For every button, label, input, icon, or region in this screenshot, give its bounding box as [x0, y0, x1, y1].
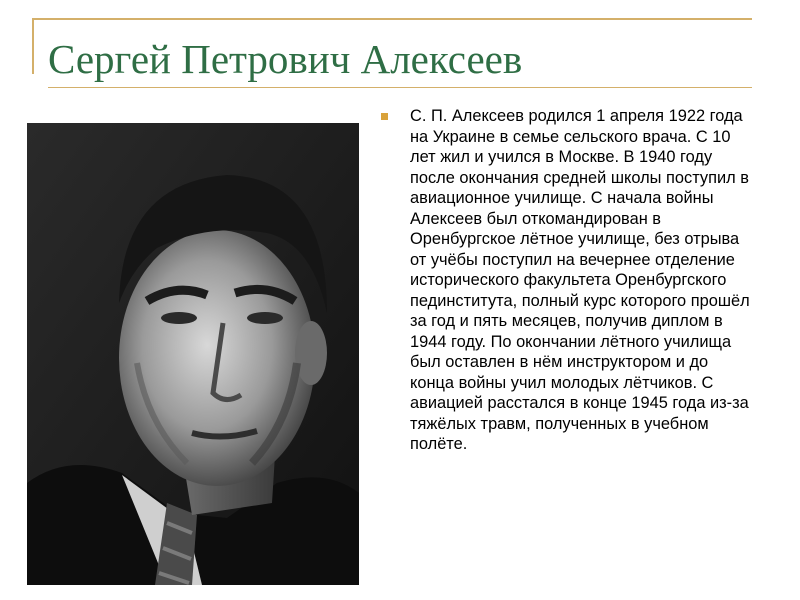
top-decorative-rule — [32, 18, 752, 20]
slide-title: Сергей Петрович Алексеев — [48, 36, 523, 82]
title-underline-rule — [48, 87, 752, 88]
corner-decorative-mark — [32, 18, 34, 74]
bio-paragraph: С. П. Алексеев родился 1 апреля 1922 года на Украине в семье сельского врача. С 10 лет жил и учился в Москве. В 1940 году после окончания средней школы поступил в авиационное училище. С начала войны Алексеев был откомандирован в Оренбургское лётное училище, без отрыва от учёбы поступил на вечернее отделение исторического факультета Оренбургского пединститута, полный курс которого прошёл за год и пять месяцев, получив диплом в 1944 году. По окончании лётного училища был оставлен в нём инструктором и до конца войны учил молодых лётчиков. С авиацией расстался в конце 1945 года из-за тяжёлых травм, полученных в учебном полёте. — [410, 107, 750, 453]
portrait-illustration — [27, 123, 359, 585]
square-bullet-icon — [381, 113, 388, 120]
portrait-photo — [27, 123, 359, 585]
